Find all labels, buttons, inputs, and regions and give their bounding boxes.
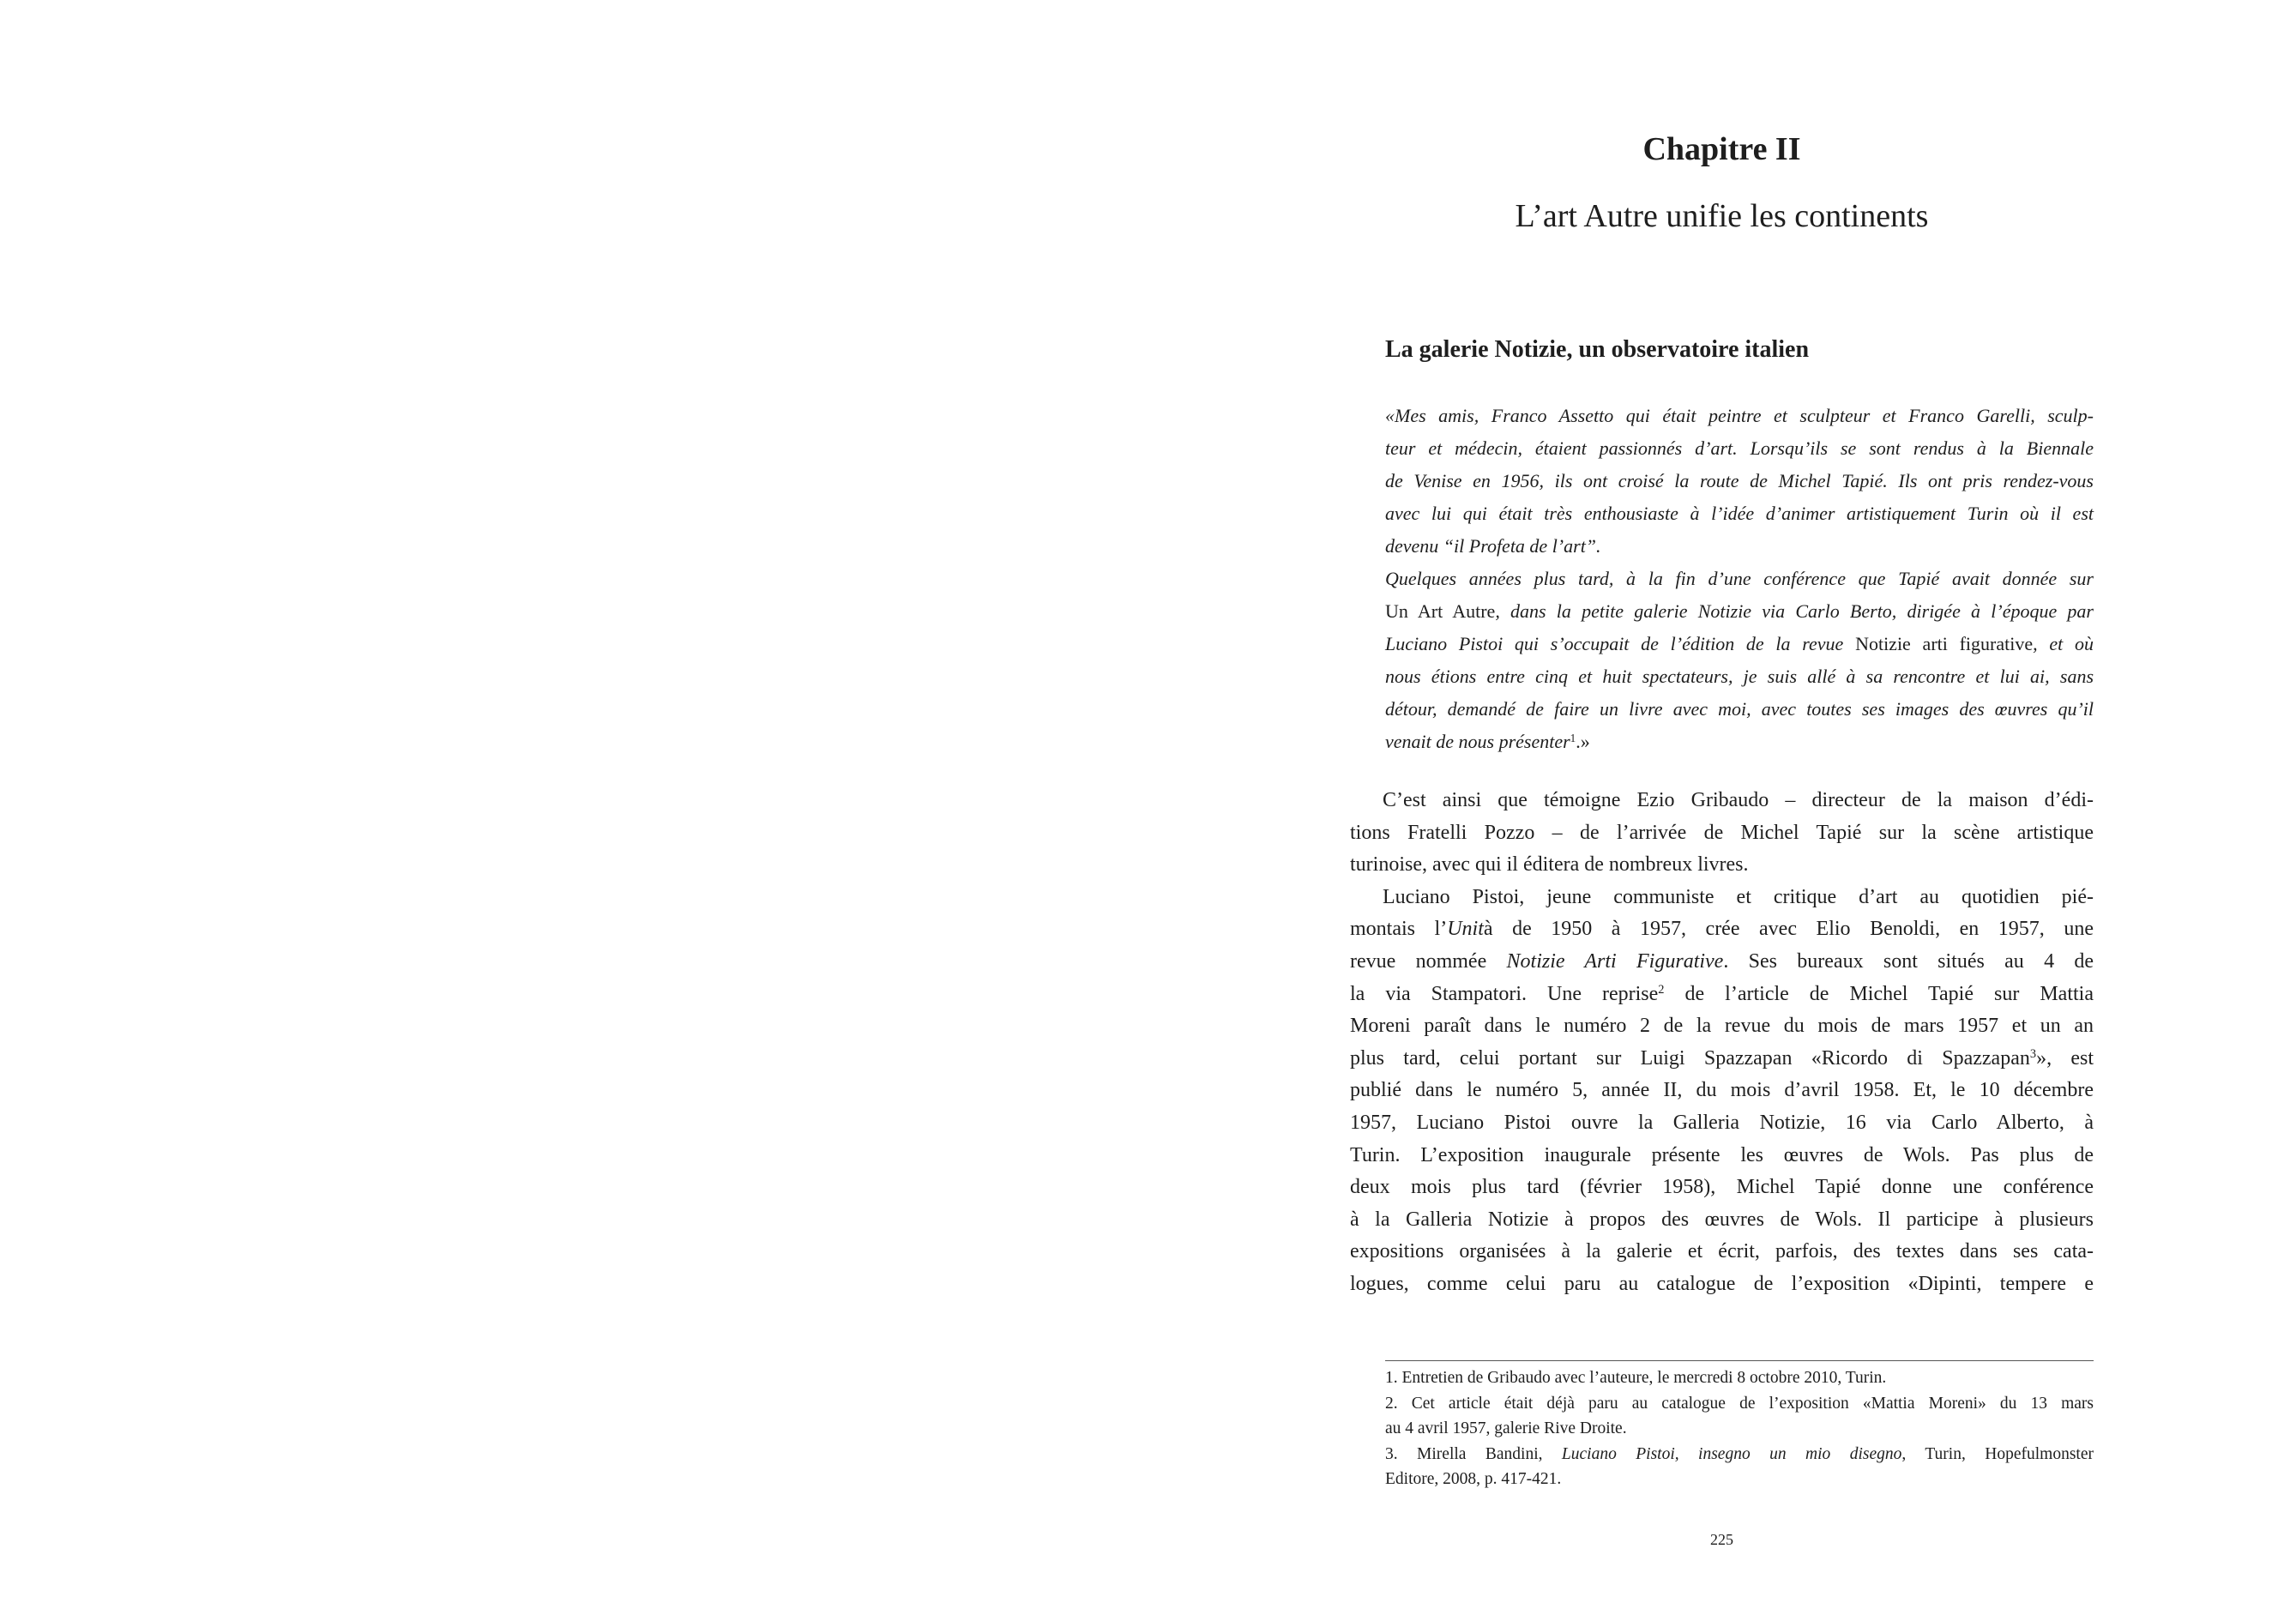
text-segment: tions Fratelli Pozzo – de l’arrivée de Michel Tapié sur la scène artistique bbox=[1350, 821, 2094, 844]
text-line bbox=[1385, 726, 2094, 758]
text-segment: turinoise, avec qui il éditera de nombreux livres. bbox=[1350, 853, 1749, 877]
text-segment: publié dans le numéro 5, année II, du mois d’avril 1958. Et, le 10 décembre bbox=[1350, 1079, 2094, 1102]
text-line bbox=[1385, 400, 2094, 432]
text-line bbox=[1350, 1010, 2094, 1043]
text-segment: Quelques années plus tard, à la fin d’une conférence que Tapié avait donnée sur bbox=[1385, 568, 2094, 589]
text-line bbox=[1385, 1442, 2094, 1467]
text-segment: Notizie Arti Figurative bbox=[1506, 949, 1724, 973]
text-segment: Luciano Pistoi, jeune communiste et critique d’art au quotidien pié- bbox=[1383, 885, 2094, 908]
text-segment: devenu “il Profeta de l’art”. bbox=[1385, 535, 1601, 557]
text-segment: , et où bbox=[2033, 633, 2094, 654]
text-segment: , dans la petite galerie Notizie via Carlo Berto, dirigée à l’époque par bbox=[1495, 600, 2094, 622]
text-line bbox=[1385, 1467, 2094, 1492]
text-segment: Un Art Autre bbox=[1385, 600, 1496, 622]
text-segment: , Turin, Hopefulmonster bbox=[1901, 1444, 2094, 1463]
text-line bbox=[1385, 530, 2094, 563]
body-text bbox=[1350, 785, 2094, 1301]
text-line bbox=[1350, 1043, 2094, 1076]
text-segment: détour, demandé de faire un livre avec moi, avec toutes ses images des œuvres qu’il bbox=[1385, 698, 2094, 720]
text-line bbox=[1385, 1365, 2094, 1391]
block-quote bbox=[1385, 400, 2094, 758]
text-segment: 3. Mirella Bandini, bbox=[1385, 1444, 1562, 1463]
footnote-ref: 3 bbox=[2029, 1046, 2037, 1061]
text-segment: plus tard, celui portant sur Luigi Spazzapan «Ricordo di Spazzapan bbox=[1350, 1046, 2030, 1070]
chapter-title: L’art Autre unifie les continents bbox=[1515, 198, 1929, 234]
text-segment: de l’article de Michel Tapié sur Mattia bbox=[1664, 982, 2094, 1005]
text-segment: montais l’ bbox=[1350, 918, 1448, 941]
text-segment: «Mes amis, Franco Assetto qui était peintre et sculpteur et Franco Garelli, sculp- bbox=[1385, 405, 2094, 426]
text-segment: revue nommée bbox=[1350, 949, 1507, 973]
text-line bbox=[1350, 849, 2094, 882]
text-line bbox=[1350, 1140, 2094, 1172]
chapter-number: Chapitre II bbox=[1642, 131, 1801, 167]
footnotes bbox=[1385, 1365, 2094, 1492]
text-segment: Luciano Pistoi qui s’occupait de l’édition de la revue bbox=[1385, 633, 1856, 654]
text-line bbox=[1385, 595, 2094, 628]
text-line bbox=[1350, 1204, 2094, 1237]
text-line bbox=[1385, 660, 2094, 693]
text-segment: .» bbox=[1576, 731, 1590, 752]
text-line bbox=[1350, 1075, 2094, 1107]
text-segment: 1957, Luciano Pistoi ouvre la Galleria Notizie, 16 via Carlo Alberto, à bbox=[1350, 1111, 2094, 1134]
footnote-ref: 1 bbox=[1570, 731, 1576, 744]
footnote-divider bbox=[1385, 1360, 2094, 1361]
footnote-ref: 2 bbox=[1658, 982, 1665, 997]
text-segment: 1. Entretien de Gribaudo avec l’auteure, le mercredi 8 octobre 2010, Turin. bbox=[1385, 1369, 1887, 1387]
text-line bbox=[1385, 693, 2094, 726]
text-line bbox=[1350, 785, 2094, 817]
text-line bbox=[1350, 979, 2094, 1011]
text-segment: C’est ainsi que témoigne Ezio Gribaudo – directeur de la maison d’édi- bbox=[1383, 789, 2094, 811]
text-segment: Notizie arti figurative bbox=[1855, 633, 2034, 654]
text-segment: Turin. L’exposition inaugurale présente les œuvres de Wols. Pas plus de bbox=[1350, 1143, 2094, 1166]
text-segment: Editore, 2008, p. 417-421. bbox=[1385, 1470, 1562, 1489]
text-line bbox=[1350, 913, 2094, 946]
text-segment: au 4 avril 1957, galerie Rive Droite. bbox=[1385, 1419, 1627, 1438]
text-line bbox=[1350, 817, 2094, 850]
text-segment: expositions organisées à la galerie et écrit, parfois, des textes dans ses cata- bbox=[1350, 1240, 2094, 1263]
text-segment: à la Galleria Notizie à propos des œuvres de Wols. Il participe à plusieurs bbox=[1350, 1208, 2094, 1231]
text-line bbox=[1350, 1172, 2094, 1204]
text-segment: venait de nous présenter bbox=[1385, 731, 1570, 752]
text-segment: Unit bbox=[1447, 918, 1484, 941]
text-line bbox=[1385, 497, 2094, 530]
text-segment: avec lui qui était très enthousiaste à l’idée d’animer artistiquement Turin où il est bbox=[1385, 503, 2094, 524]
text-segment: Moreni paraît dans le numéro 2 de la revue du mois de mars 1957 et un an bbox=[1350, 1015, 2094, 1038]
text-line bbox=[1385, 1416, 2094, 1442]
text-line bbox=[1385, 1391, 2094, 1417]
text-line bbox=[1385, 563, 2094, 595]
text-line bbox=[1385, 628, 2094, 660]
text-segment: à de 1950 à 1957, crée avec Elio Benoldi, en 1957, une bbox=[1483, 918, 2094, 941]
text-segment: deux mois plus tard (février 1958), Michel Tapié donne une conférence bbox=[1350, 1176, 2094, 1199]
text-line bbox=[1350, 946, 2094, 979]
page-number: 225 bbox=[1710, 1531, 1733, 1548]
text-segment: . Ses bureaux sont situés au 4 de bbox=[1723, 949, 2094, 973]
text-segment: 2. Cet article était déjà paru au catalogue de l’exposition «Mattia Moreni» du 13 mars bbox=[1385, 1394, 2094, 1413]
text-line bbox=[1350, 1268, 2094, 1301]
section-heading: La galerie Notizie, un observatoire italien bbox=[1385, 336, 1810, 363]
text-segment: la via Stampatori. Une reprise bbox=[1350, 982, 1659, 1005]
text-line bbox=[1350, 1236, 2094, 1268]
text-line bbox=[1385, 432, 2094, 465]
text-segment: logues, comme celui paru au catalogue de l’exposition «Dipinti, tempere e bbox=[1350, 1272, 2094, 1295]
text-segment: nous étions entre cinq et huit spectateurs, je suis allé à sa rencontre et lui ai, sans bbox=[1385, 666, 2094, 687]
text-segment: de Venise en 1956, ils ont croisé la route de Michel Tapié. Ils ont pris rendez-vous bbox=[1385, 470, 2094, 491]
text-line bbox=[1350, 1107, 2094, 1140]
text-segment: Luciano Pistoi, insegno un mio disegno bbox=[1561, 1444, 1902, 1463]
text-line bbox=[1385, 465, 2094, 497]
text-line bbox=[1350, 882, 2094, 914]
text-segment: teur et médecin, étaient passionnés d’art. Lorsqu’ils se sont rendus à la Biennale bbox=[1385, 437, 2094, 459]
text-segment: », est bbox=[2036, 1046, 2094, 1070]
